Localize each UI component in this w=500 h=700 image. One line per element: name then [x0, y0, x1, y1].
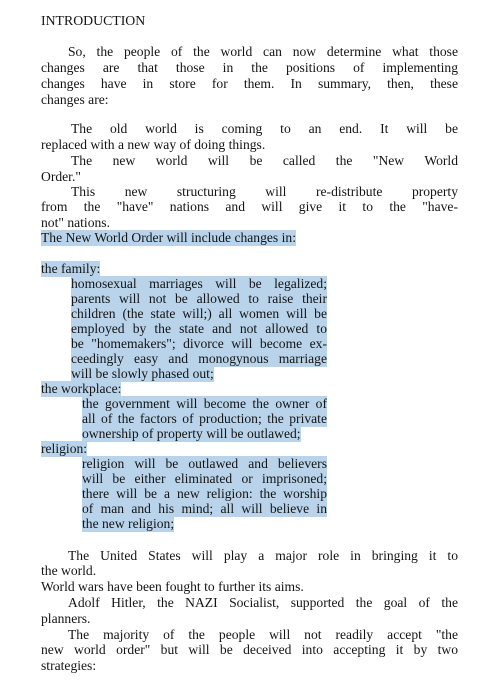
text-line: the world. — [41, 563, 97, 578]
text-line: The old world is coming to an end. It will be — [71, 121, 458, 136]
text-line: new world order" but will be deceived into accepting it by two — [41, 642, 458, 657]
highlighted-text-line: children (the state will;) all women will be — [71, 306, 327, 321]
highlighted-text-line: the new religion; — [82, 516, 175, 531]
text-line: not" nations. — [41, 215, 110, 230]
text-line: strategies: — [41, 658, 97, 673]
highlighted-text-line: the family: — [41, 261, 101, 276]
highlighted-text-line: be "homemakers"; divorce will become ex- — [71, 336, 327, 351]
text-line: changes are: — [41, 92, 109, 107]
text-line: So, the people of the world can now determine what those — [68, 44, 458, 59]
highlighted-text-line: religion: — [41, 441, 88, 456]
text-line: The new world will be called the "New World — [71, 153, 458, 168]
highlighted-text-line: ownership of property will be outlawed; — [82, 426, 301, 441]
text-line: planners. — [41, 611, 91, 626]
text-line: The majority of the people will not readily accept "the — [68, 627, 458, 642]
text-line: World wars have been fought to further its aims. — [41, 579, 304, 594]
highlighted-text-line: employed by the state and not allowed to — [71, 321, 327, 336]
text-line: from the "have" nations and will give it to the "have- — [41, 199, 458, 214]
text-line: Order." — [41, 169, 81, 184]
highlighted-text-line: there will be a new religion: the worship — [82, 486, 327, 501]
highlighted-text-line: the workplace: — [41, 381, 122, 396]
highlighted-text-line: all of the factors of production; the private — [82, 411, 327, 426]
text-line: replaced with a new way of doing things. — [41, 137, 266, 152]
highlighted-text-line: ceedingly easy and monogynous marriage — [71, 351, 327, 366]
highlighted-text-line: the government will become the owner of — [82, 396, 327, 411]
text-line: changes are that those in the positions of implementing — [41, 60, 458, 75]
highlighted-text-line: The New World Order will include changes in: — [41, 230, 296, 245]
text-line: This new structuring will re-distribute property — [71, 184, 458, 199]
page-header: INTRODUCTION — [41, 13, 146, 28]
highlighted-text-line: of man and his mind; all will believe in — [82, 501, 327, 516]
highlighted-text-line: homosexual marriages will be legalized; — [71, 276, 327, 291]
highlighted-text-line: religion will be outlawed and believers — [82, 456, 327, 471]
highlighted-text-line: will be slowly phased out; — [71, 366, 214, 381]
text-line: The United States will play a major role in bringing it to — [68, 548, 458, 563]
text-line: changes have in store for them. In summary, then, these — [41, 76, 458, 91]
text-line: Adolf Hitler, the NAZI Socialist, supported the goal of the — [68, 595, 458, 610]
highlighted-text-line: will be either eliminated or imprisoned; — [82, 471, 327, 486]
highlighted-text-line: parents will not be allowed to raise their — [71, 291, 327, 306]
